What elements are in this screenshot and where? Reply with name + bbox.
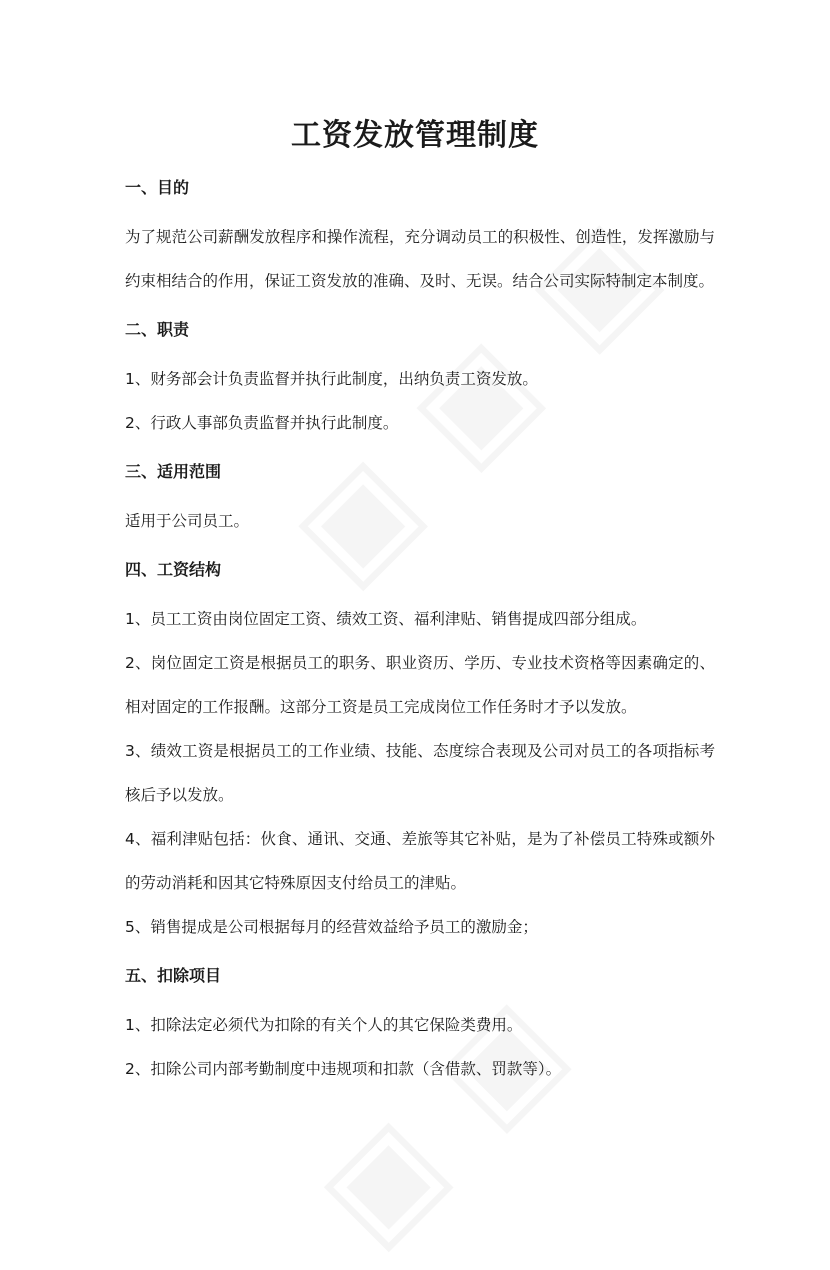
document-title: 工资发放管理制度 (291, 118, 539, 153)
section-responsibilities (125, 315, 715, 445)
section-purpose (125, 173, 715, 303)
paragraph: 3、绩效工资是根据员工的工作业绩、技能、态度综合表现及公司对员工的各项指标考核后予以发放。 (125, 742, 715, 804)
section-salary-structure (125, 555, 715, 949)
paragraph: 1、扣除法定必须代为扣除的有关个人的其它保险类费用。 (125, 1016, 523, 1034)
paragraph: 2、扣除公司内部考勤制度中违规项和扣款（含借款、罚款等）。 (125, 1060, 562, 1078)
section-heading: 一、目的 (125, 178, 190, 197)
paragraph: 为了规范公司薪酬发放程序和操作流程，充分调动员工的积极性、创造性，发挥激励与约束相结合的作用，保证工资发放的准确、及时、无误。结合公司实际特制定本制度。 (125, 228, 715, 290)
section-heading: 四、工资结构 (125, 560, 222, 579)
section-heading: 五、扣除项目 (125, 966, 222, 985)
section-scope (125, 457, 715, 543)
document-body (125, 173, 715, 1091)
paragraph: 1、财务部会计负责监督并执行此制度，出纳负责工资发放。 (125, 370, 538, 388)
paragraph: 4、福利津贴包括：伙食、通讯、交通、差旅等其它补贴，是为了补偿员工特殊或额外的劳动消耗和因其它特殊原因支付给员工的津贴。 (125, 830, 715, 892)
paragraph: 适用于公司员工。 (125, 512, 250, 530)
paragraph: 2、岗位固定工资是根据员工的职务、职业资历、学历、专业技术资格等因素确定的、相对固定的工作报酬。这部分工资是员工完成岗位工作任务时才予以发放。 (125, 654, 715, 716)
paragraph: 5、销售提成是公司根据每月的经营效益给予员工的激励金； (125, 918, 538, 936)
section-deductions (125, 961, 715, 1091)
section-heading: 三、适用范围 (125, 462, 222, 481)
paragraph: 2、行政人事部负责监督并执行此制度。 (125, 414, 399, 432)
section-heading: 二、职责 (125, 320, 190, 339)
paragraph: 1、员工工资由岗位固定工资、绩效工资、福利津贴、销售提成四部分组成。 (125, 610, 647, 628)
